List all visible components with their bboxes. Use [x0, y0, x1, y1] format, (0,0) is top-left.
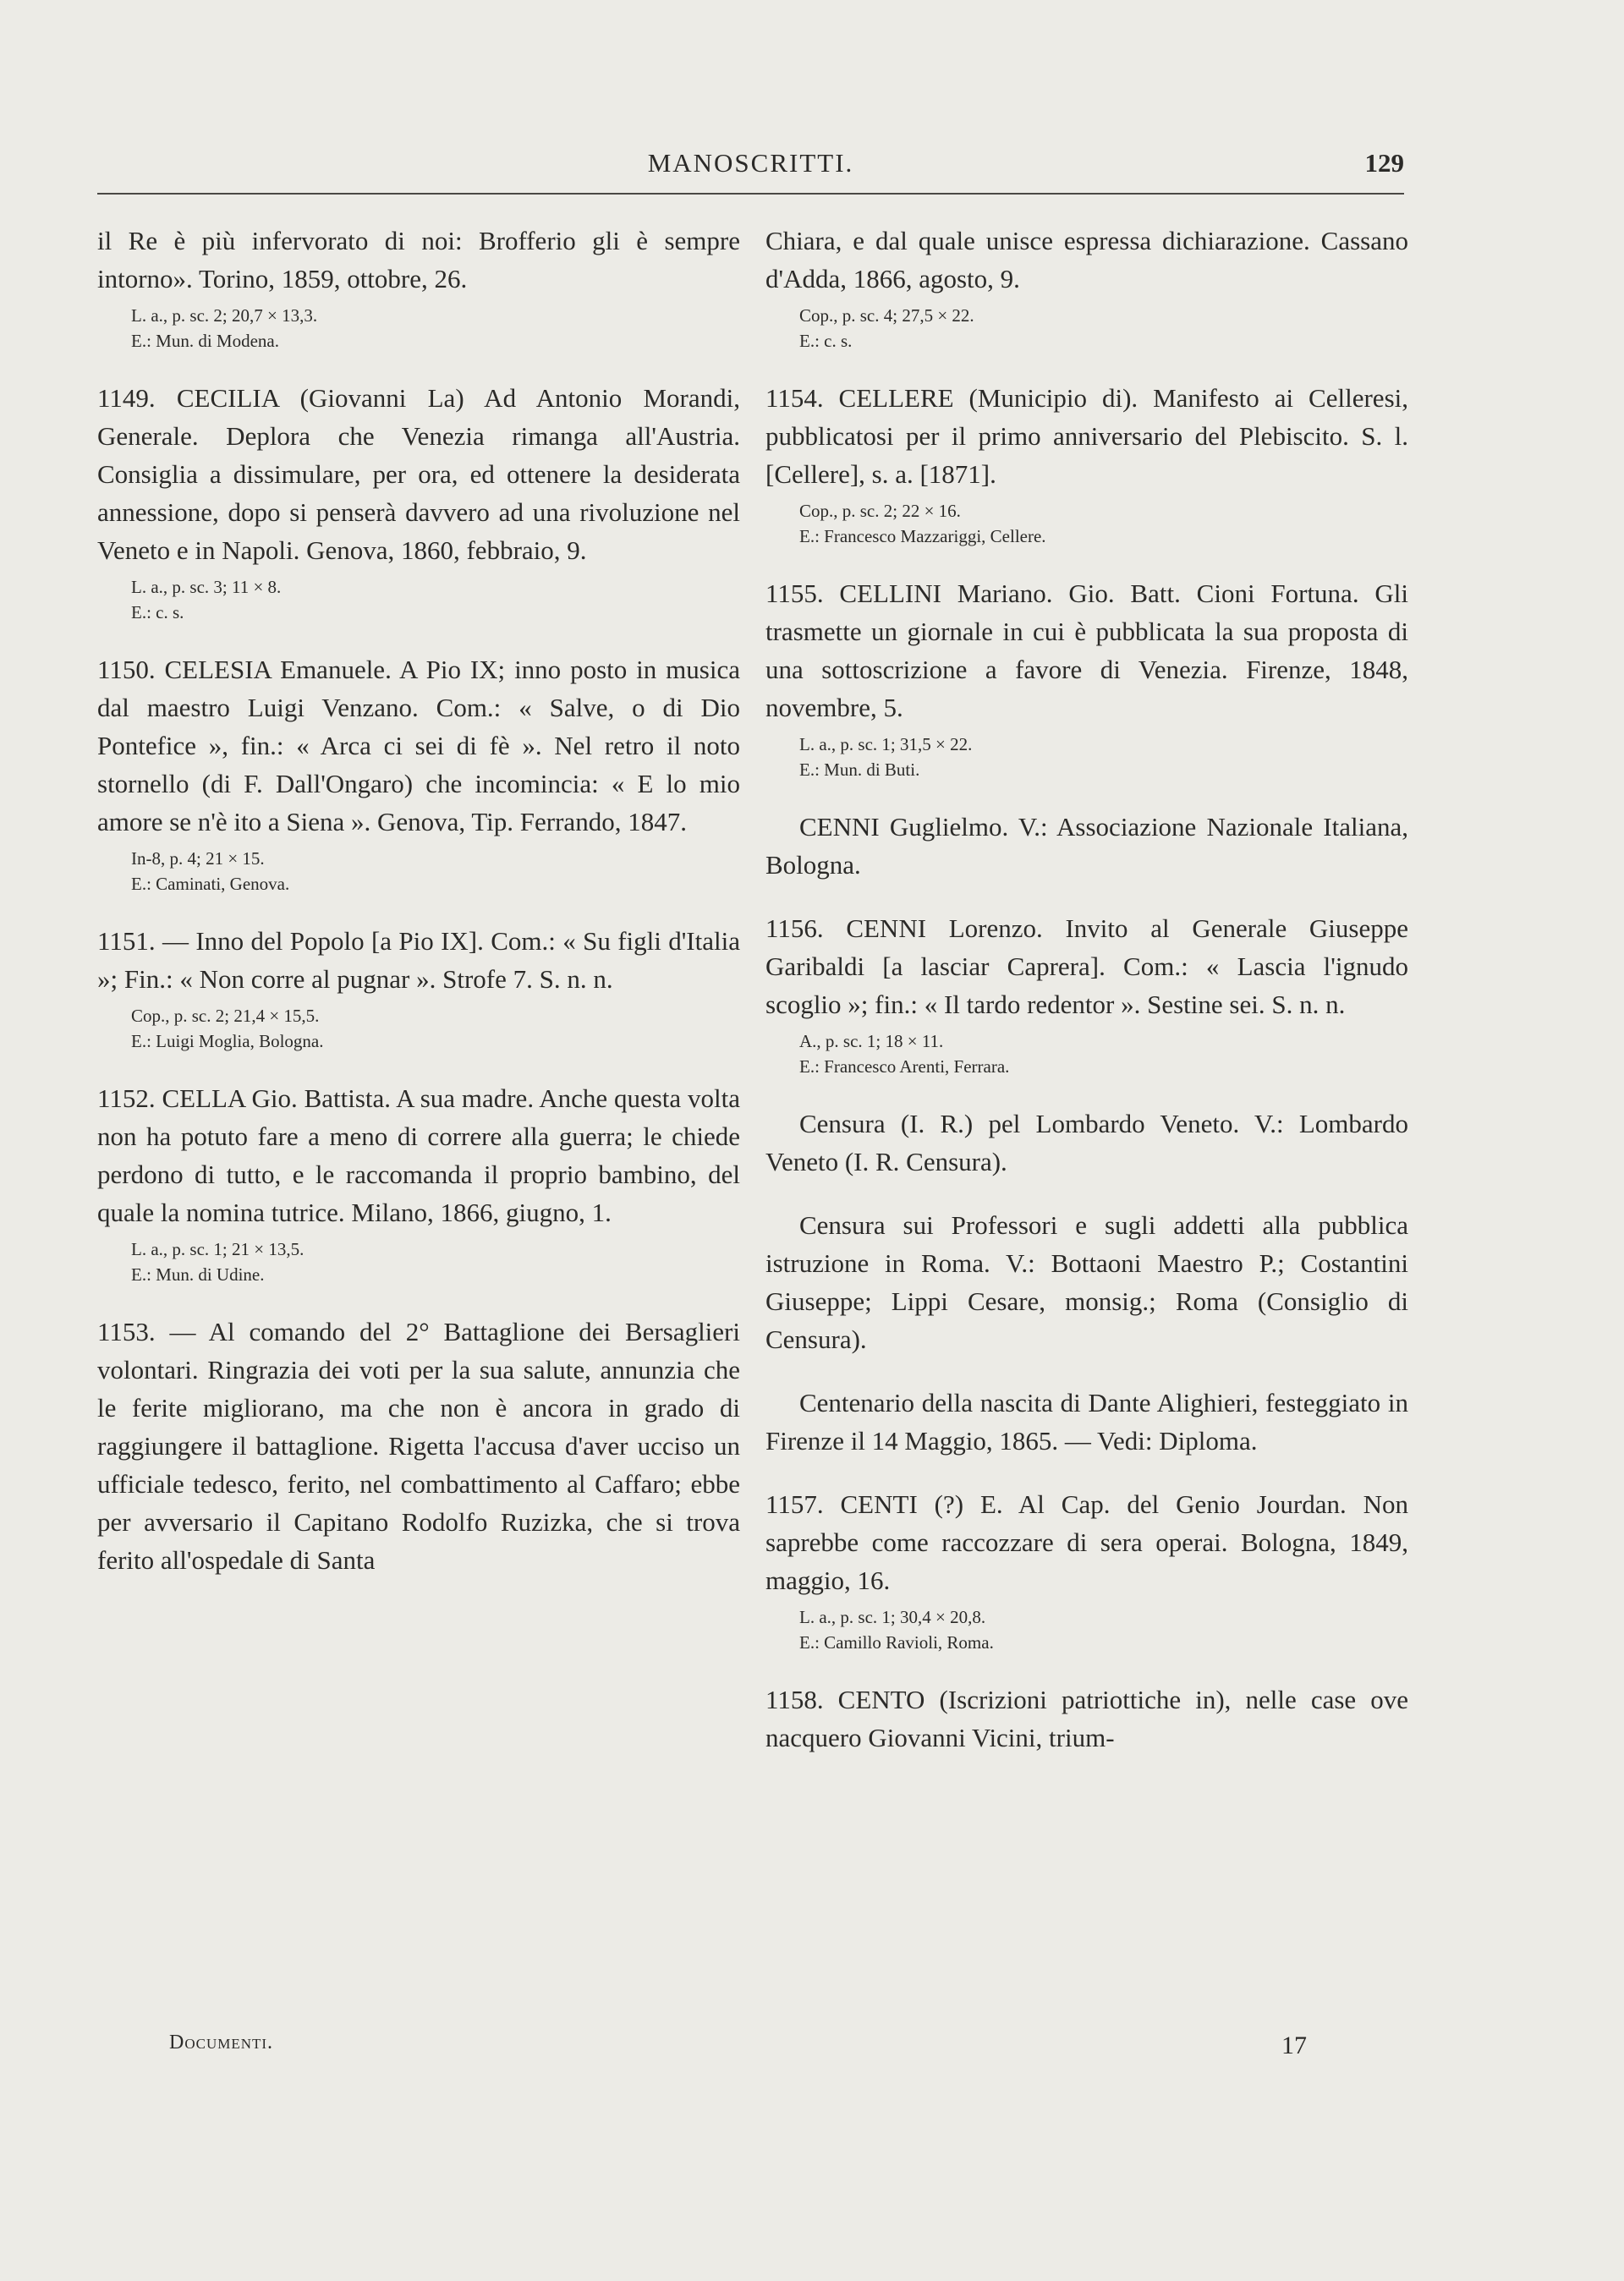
meta-line: L. a., p. sc. 3; 11 × 8. — [131, 577, 282, 597]
entry-meta — [97, 303, 740, 354]
entry-text: Chiara, e dal quale unisce espressa dichiarazione. Cassano d'Adda, 1866, agosto, 9. — [765, 226, 1408, 293]
entry-text: 1150. CELESIA Emanuele. A Pio IX; inno posto in musica dal maestro Luigi Venzano. Com.: « Salve, o di Dio Pontefice », fin.: « Arca ci sei di fè ». Nel retro il noto stornello (di F. Dall'Ongaro) che incomincia: « E lo mio amore se n'è ito a Siena ». Genova, Tip. Ferrando, 1847. — [97, 655, 740, 836]
entry-meta — [765, 732, 1408, 782]
entry-text: CENNI Guglielmo. V.: Associazione Nazionale Italiana, Bologna. — [765, 812, 1408, 880]
catalog-entry — [765, 1206, 1408, 1358]
entry-meta — [97, 574, 740, 625]
entry-text: 1157. CENTI (?) E. Al Cap. del Genio Jourdan. Non saprebbe come raccozzare di sera operai. Bologna, 1849, maggio, 16. — [765, 1489, 1408, 1595]
meta-line: L. a., p. sc. 1; 21 × 13,5. — [131, 1239, 304, 1259]
catalog-entry — [765, 1681, 1408, 1757]
catalog-entry — [97, 650, 740, 896]
catalog-entry — [765, 1105, 1408, 1181]
entry-text: 1155. CELLINI Mariano. Gio. Batt. Cioni Fortuna. Gli trasmette un giornale in cui è pubblicata la sua proposta di una sottoscrizione a favore di Venezia. Firenze, 1848, novembre, 5. — [765, 578, 1408, 722]
entry-text: 1152. CELLA Gio. Battista. A sua madre. Anche questa volta non ha potuto fare a meno di correre alla guerra; le chiede perdono di tutto, e le raccomanda il proprio bambino, del quale la nomina tutrice. Milano, 1866, giugno, 1. — [97, 1083, 740, 1227]
entry-meta — [97, 1003, 740, 1054]
entry-meta — [97, 1236, 740, 1287]
meta-line: A., p. sc. 1; 18 × 11. — [799, 1031, 944, 1051]
catalog-entry — [765, 379, 1408, 549]
entry-text: Censura sui Professori e sugli addetti alla pubblica istruzione in Roma. V.: Bottaoni Maestro P.; Costantini Giuseppe; Lippi Cesare, monsig.; Roma (Consiglio di Censura). — [765, 1210, 1408, 1354]
catalog-entry — [97, 1313, 740, 1579]
catalog-entry — [765, 1485, 1408, 1655]
catalog-entry — [765, 1384, 1408, 1460]
catalog-entry — [765, 909, 1408, 1079]
meta-line: E.: Mun. di Udine. — [131, 1264, 265, 1285]
left-column — [97, 222, 740, 1604]
entry-text: 1153. — Al comando del 2° Battaglione dei Bersaglieri volontari. Ringrazia dei voti per la sua salute, annunzia che le ferite migliorano, ma che non è ancora in grado di raggiungere il battaglione. Rigetta l'accusa d'aver ucciso un ufficiale tedesco, ferito, nel combattimento al Caffaro; ebbe per avversario il Capitano Rodolfo Ruzizka, che si trova ferito all'ospedale di Santa — [97, 1317, 740, 1575]
page-number: 129 — [1364, 148, 1404, 178]
entry-text: 1154. CELLERE (Municipio di). Manifesto ai Celleresi, pubblicatosi per il primo anniversario del Plebiscito. S. l. [Cellere], s. a. [1871]. — [765, 383, 1408, 489]
meta-line: Cop., p. sc. 2; 22 × 16. — [799, 501, 961, 521]
meta-line: E.: c. s. — [799, 331, 853, 351]
entry-text: Centenario della nascita di Dante Alighieri, festeggiato in Firenze il 14 Maggio, 1865. — Vedi: Diploma. — [765, 1388, 1408, 1456]
meta-line: In-8, p. 4; 21 × 15. — [131, 848, 265, 869]
entry-text: 1158. CENTO (Iscrizioni patriottiche in), nelle case ove nacquero Giovanni Vicini, trium- — [765, 1685, 1408, 1752]
meta-line: E.: Mun. di Buti. — [799, 759, 920, 780]
catalog-entry — [97, 379, 740, 625]
entry-text: 1151. — Inno del Popolo [a Pio IX]. Com.: « Su figli d'Italia »; Fin.: « Non corre al pugnar ». Strofe 7. S. n. n. — [97, 926, 740, 994]
meta-line: Cop., p. sc. 2; 21,4 × 15,5. — [131, 1006, 320, 1026]
meta-line: E.: Luigi Moglia, Bologna. — [131, 1031, 324, 1051]
catalog-entry — [765, 222, 1408, 354]
header-rule — [97, 193, 1404, 195]
entry-meta — [765, 498, 1408, 549]
meta-line: Cop., p. sc. 4; 27,5 × 22. — [799, 305, 974, 326]
running-title: MANOSCRITTI. — [647, 148, 854, 178]
meta-line: E.: Camillo Ravioli, Roma. — [799, 1632, 994, 1653]
entry-meta — [765, 1604, 1408, 1655]
catalog-entry — [765, 808, 1408, 884]
catalog-entry — [97, 922, 740, 1054]
signature-mark: Documenti. — [169, 2032, 274, 2053]
entry-text: 1149. CECILIA (Giovanni La) Ad Antonio Morandi, Generale. Deplora che Venezia rimanga all'Austria. Consiglia a dissimulare, per ora, ed ottenere la desiderata annessione, dopo si penserà davvero ad una rivoluzione nel Veneto e in Napoli. Genova, 1860, febbraio, 9. — [97, 383, 740, 565]
meta-line: L. a., p. sc. 2; 20,7 × 13,3. — [131, 305, 318, 326]
meta-line: E.: Francesco Mazzariggi, Cellere. — [799, 526, 1046, 546]
catalog-entry — [97, 1079, 740, 1287]
meta-line: L. a., p. sc. 1; 31,5 × 22. — [799, 734, 973, 754]
gathering-number: 17 — [1281, 2032, 1307, 2059]
meta-line: E.: c. s. — [131, 602, 184, 622]
page-header — [97, 148, 1404, 185]
catalog-entry — [97, 222, 740, 354]
entry-text: il Re è più infervorato di noi: Brofferio gli è sempre intorno». Torino, 1859, ottobre, 26. — [97, 226, 740, 293]
entry-meta — [765, 303, 1408, 354]
entry-meta — [765, 1028, 1408, 1079]
right-column — [765, 222, 1408, 1782]
page-footer — [123, 2032, 1307, 2065]
entry-meta — [97, 846, 740, 896]
meta-line: E.: Francesco Arenti, Ferrara. — [799, 1056, 1010, 1077]
catalog-entry — [765, 574, 1408, 782]
meta-line: E.: Caminati, Genova. — [131, 874, 290, 894]
meta-line: E.: Mun. di Modena. — [131, 331, 279, 351]
meta-line: L. a., p. sc. 1; 30,4 × 20,8. — [799, 1607, 986, 1627]
entry-text: Censura (I. R.) pel Lombardo Veneto. V.: Lombardo Veneto (I. R. Censura). — [765, 1109, 1408, 1176]
entry-text: 1156. CENNI Lorenzo. Invito al Generale Giuseppe Garibaldi [a lasciar Caprera]. Com.: « Lascia l'ignudo scoglio »; fin.: « Il tardo redentor ». Sestine sei. S. n. n. — [765, 913, 1408, 1019]
